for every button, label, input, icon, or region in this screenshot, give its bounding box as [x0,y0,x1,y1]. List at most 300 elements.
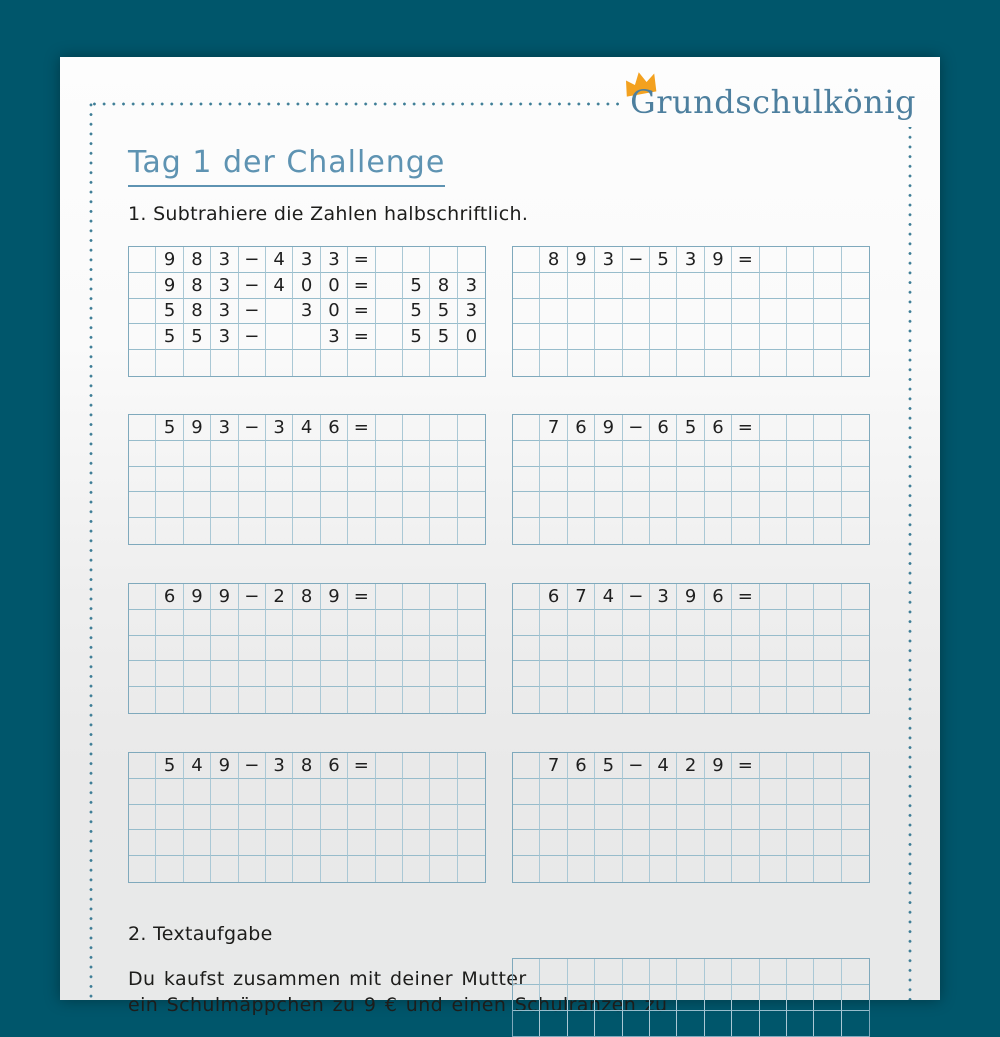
grid-cell [376,492,403,518]
grid-cell: 9 [184,415,211,441]
grid-cell [842,753,869,779]
grid-cell [760,985,787,1011]
grid-cell [266,805,293,831]
grid-cell: 5 [403,273,430,299]
grid-cell [403,687,430,713]
grid-cell [814,584,841,610]
grid-cell [211,830,238,856]
grid-cell [211,779,238,805]
grid-cell [732,1011,759,1037]
grid-cell [348,636,375,662]
grid-cell [513,441,540,467]
grid-cell [568,273,595,299]
grid-cell [430,856,457,882]
grid-cell [293,441,320,467]
grid-cell [705,959,732,985]
grid-cell: − [239,247,266,273]
grid-cell [842,856,869,882]
grid-cell [293,687,320,713]
grid-cell [376,415,403,441]
grid-cell [513,247,540,273]
grid-cell: − [623,584,650,610]
grid-cell [568,779,595,805]
grid-cell [129,779,156,805]
grid-cell [540,492,567,518]
grid-cell: 5 [156,324,183,350]
grid-cell [623,324,650,350]
grid-cell: 9 [211,584,238,610]
grid-cell [403,805,430,831]
grid-cell [184,779,211,805]
grid-cell [403,856,430,882]
grid-cell [814,467,841,493]
grid-cell: 9 [321,584,348,610]
grid-cell [156,830,183,856]
grid-cell [568,492,595,518]
grid-cell [705,518,732,544]
grid-cell [211,350,238,376]
grid-cell: 9 [677,584,704,610]
grid-cell: 3 [211,247,238,273]
grid-cell [677,1011,704,1037]
grid-cell: 5 [595,753,622,779]
grid-cell [348,492,375,518]
grid-cell [732,441,759,467]
grid-cell [266,610,293,636]
grid-cell [568,610,595,636]
task2-heading: 2. Textaufgabe [128,923,273,945]
grid-cell: 9 [184,584,211,610]
grid-cell [156,661,183,687]
grid-cell: = [348,415,375,441]
grid-cell [842,492,869,518]
grid-cell [760,687,787,713]
grid-cell: 9 [568,247,595,273]
dotted-border-right [907,127,913,1000]
grid-cell [239,661,266,687]
grid-cell [184,636,211,662]
grid-cell [430,830,457,856]
grid-cell [211,636,238,662]
grid-cell [430,247,457,273]
grid-cell [540,518,567,544]
grid-cell: 8 [430,273,457,299]
grid-cell [430,492,457,518]
grid-cell [595,273,622,299]
grid-cell [293,830,320,856]
grid-cell: 4 [595,584,622,610]
grid-cell [705,610,732,636]
grid-cell [732,805,759,831]
grid-cell: = [732,247,759,273]
grid-cell [211,687,238,713]
grid-cell [814,985,841,1011]
grid-cell [787,959,814,985]
grid-cell [540,687,567,713]
grid-cell [239,441,266,467]
grid-cell [266,350,293,376]
grid-cell [513,959,540,985]
grid-cell [156,636,183,662]
grid-cell [650,661,677,687]
grid-cell: − [239,299,266,325]
grid-cell [184,830,211,856]
grid-cell [650,273,677,299]
grid-cell [211,467,238,493]
grid-cell [211,661,238,687]
grid-cell [842,687,869,713]
grid-cell: 3 [321,324,348,350]
grid-cell [293,324,320,350]
grid-cell [760,324,787,350]
grid-cell [211,610,238,636]
grid-cell: 5 [430,299,457,325]
grid-cell [430,584,457,610]
grid-cell [430,467,457,493]
grid-cell [595,661,622,687]
grid-cell [677,324,704,350]
grid-cell [266,687,293,713]
grid-cell [732,661,759,687]
task1-heading: 1. Subtrahiere die Zahlen halbschriftlich. [128,203,529,225]
grid-cell [211,518,238,544]
grid-cell [787,350,814,376]
grid-cell [705,492,732,518]
grid-cell [787,273,814,299]
grid-cell [513,273,540,299]
grid-cell [513,610,540,636]
grid-cell [266,441,293,467]
grid-cell [842,830,869,856]
grid-cell [705,687,732,713]
grid-cell: 0 [458,324,485,350]
grid-cell [760,959,787,985]
grid-cell [513,856,540,882]
grid-cell [842,661,869,687]
grid-cell [321,779,348,805]
grid-cell [376,661,403,687]
grid-cell [732,959,759,985]
grid-cell [211,441,238,467]
grid-cell [760,636,787,662]
grid-cell [430,661,457,687]
grid-cell [595,518,622,544]
grid-cell [650,1011,677,1037]
grid-cell [403,610,430,636]
grid-cell [732,985,759,1011]
grid-cell [814,518,841,544]
grid-cell [403,441,430,467]
grid-cell: 3 [458,273,485,299]
grid-cell [705,779,732,805]
grid-cell [156,856,183,882]
grid-cell [458,350,485,376]
grid-cell [677,350,704,376]
grid-cell [814,687,841,713]
grid-cell [293,636,320,662]
grid-cell [156,805,183,831]
grid-cell [787,610,814,636]
subtraction-grid-1 [128,246,486,377]
grid-cell [458,805,485,831]
grid-cell [540,273,567,299]
grid-cell [293,661,320,687]
grid-cell [458,467,485,493]
grid-cell [705,636,732,662]
grid-cell [760,518,787,544]
grid-cell [376,273,403,299]
grid-cell [677,687,704,713]
grid-cell [842,518,869,544]
grid-cell [403,753,430,779]
grid-cell: 6 [156,584,183,610]
grid-cell [760,247,787,273]
grid-cell [129,273,156,299]
grid-cell [568,805,595,831]
grid-cell [321,636,348,662]
grid-cell [348,805,375,831]
grid-cell [430,350,457,376]
grid-cell [760,584,787,610]
grid-cell [321,610,348,636]
grid-cell: − [239,415,266,441]
grid-cell [376,687,403,713]
grid-cell [760,661,787,687]
grid-cell [458,492,485,518]
grid-cell [842,610,869,636]
grid-cell: 8 [184,299,211,325]
grid-cell [650,610,677,636]
grid-cell [760,779,787,805]
grid-cell: 9 [156,273,183,299]
grid-cell [293,610,320,636]
grid-cell [376,636,403,662]
grid-cell [184,518,211,544]
grid-cell [129,492,156,518]
grid-cell: = [348,753,375,779]
grid-cell: 6 [540,584,567,610]
grid-cell [787,518,814,544]
grid-cell [623,518,650,544]
grid-cell [156,610,183,636]
grid-cell [842,441,869,467]
grid-cell: 7 [540,753,567,779]
grid-cell [650,985,677,1011]
grid-cell [787,324,814,350]
grid-cell [348,518,375,544]
grid-cell: 4 [266,247,293,273]
grid-cell [129,441,156,467]
grid-cell [540,959,567,985]
grid-cell [403,350,430,376]
grid-cell [458,661,485,687]
grid-cell [760,273,787,299]
grid-cell: 5 [677,415,704,441]
grid-cell [787,636,814,662]
grid-cell [403,467,430,493]
grid-cell: − [623,415,650,441]
grid-cell [595,687,622,713]
grid-cell [513,753,540,779]
page-title: Tag 1 der Challenge [128,145,445,187]
grid-cell [540,350,567,376]
grid-cell [293,492,320,518]
grid-cell [239,492,266,518]
grid-cell [540,467,567,493]
grid-cell: 4 [293,415,320,441]
grid-cell [321,805,348,831]
grid-cell [348,610,375,636]
grid-cell [732,492,759,518]
grid-cell: 9 [211,753,238,779]
grid-cell [458,610,485,636]
grid-cell [293,805,320,831]
grid-cell [732,856,759,882]
grid-cell [623,779,650,805]
grid-cell: 3 [650,584,677,610]
grid-cell: 3 [266,753,293,779]
grid-cell [513,687,540,713]
grid-cell [623,492,650,518]
grid-cell [321,687,348,713]
grid-cell [513,299,540,325]
grid-cell: 9 [595,415,622,441]
grid-cell [732,830,759,856]
grid-cell [540,299,567,325]
grid-cell [623,687,650,713]
grid-cell [211,805,238,831]
grid-cell [156,467,183,493]
grid-cell [376,350,403,376]
grid-cell [760,415,787,441]
grid-cell [513,830,540,856]
grid-cell [787,441,814,467]
grid-cell [129,687,156,713]
grid-cell: 8 [184,273,211,299]
grid-cell [184,492,211,518]
grid-cell [787,467,814,493]
grid-cell: 0 [321,299,348,325]
grid-cell [705,985,732,1011]
grid-cell [129,610,156,636]
grid-cell [376,856,403,882]
grid-cell: 6 [705,584,732,610]
grid-cell [623,441,650,467]
grid-cell: 5 [156,299,183,325]
grid-cell [623,467,650,493]
grid-cell [842,350,869,376]
grid-cell [814,1011,841,1037]
grid-cell: 5 [650,247,677,273]
grid-cell: 8 [540,247,567,273]
grid-cell [458,753,485,779]
grid-cell [239,350,266,376]
grid-cell [540,636,567,662]
grid-cell [184,350,211,376]
grid-cell [842,415,869,441]
grid-cell [540,324,567,350]
grid-cell [787,584,814,610]
grid-cell [129,247,156,273]
grid-cell [650,779,677,805]
grid-cell [239,518,266,544]
grid-cell [540,985,567,1011]
grid-cell [129,415,156,441]
grid-cell [595,467,622,493]
grid-cell [458,687,485,713]
grid-cell [650,687,677,713]
grid-cell [540,441,567,467]
grid-cell [376,324,403,350]
grid-cell: 4 [266,273,293,299]
grid-cell [760,467,787,493]
grid-cell [677,661,704,687]
grid-cell [376,584,403,610]
grid-cell [376,467,403,493]
grid-cell [760,299,787,325]
grid-cell [376,830,403,856]
grid-cell [266,779,293,805]
grid-cell: 3 [293,247,320,273]
grid-cell [376,610,403,636]
grid-cell [458,518,485,544]
grid-cell [760,856,787,882]
grid-cell [677,518,704,544]
grid-cell [568,959,595,985]
grid-cell [842,299,869,325]
grid-cell [842,584,869,610]
grid-cell: 3 [677,247,704,273]
grid-cell: 6 [568,415,595,441]
grid-cell [266,299,293,325]
grid-cell [787,753,814,779]
grid-cell: = [348,584,375,610]
dotted-border-top [90,101,622,107]
grid-cell [732,299,759,325]
grid-cell [129,636,156,662]
grid-cell [623,610,650,636]
grid-cell: = [348,324,375,350]
grid-cell [705,467,732,493]
grid-cell [760,441,787,467]
grid-cell [540,830,567,856]
grid-cell [513,779,540,805]
grid-cell [266,324,293,350]
grid-cell [430,805,457,831]
grid-cell [184,610,211,636]
grid-cell [814,415,841,441]
grid-cell [650,518,677,544]
grid-cell [348,830,375,856]
grid-cell: − [239,753,266,779]
grid-cell: 0 [293,273,320,299]
grid-cell [842,805,869,831]
grid-cell [623,350,650,376]
grid-cell [513,415,540,441]
grid-cell [568,518,595,544]
grid-cell: 9 [156,247,183,273]
grid-cell [156,518,183,544]
grid-cell [842,324,869,350]
grid-cell [293,856,320,882]
grid-cell [568,1011,595,1037]
grid-cell [705,299,732,325]
grid-cell [732,518,759,544]
grid-cell [129,753,156,779]
subtraction-grid-7 [128,752,486,883]
grid-cell [239,830,266,856]
grid-cell [650,467,677,493]
